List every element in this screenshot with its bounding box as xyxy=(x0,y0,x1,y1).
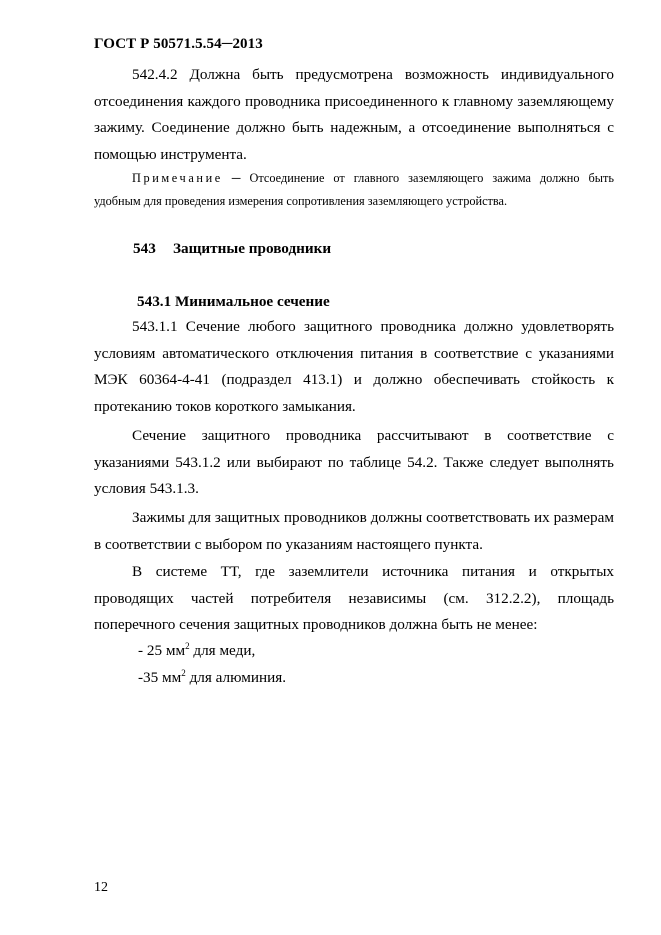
section-543-number: 543 xyxy=(133,240,156,257)
page-number: 12 xyxy=(94,880,108,895)
clause-543-1-1-text: 543.1.1 Сечение любого защитного проводника должно удовлетворять условиям автоматического отключения питания в соответствие с указаниями МЭК 60364-4-41 (подраздел 413.1) и должно обеспечивать стойкость к протеканию токов короткого замыкания. xyxy=(94,318,614,415)
list-aluminium-prefix: -35 мм xyxy=(138,669,182,686)
list-copper-sup: 2 xyxy=(185,641,190,651)
note-paragraph xyxy=(94,167,614,213)
clause-542-4-2-text: 542.4.2 Должна быть предусмотрена возможность индивидуального отсоединения каждого проводника присоединенного к главному заземляющему зажиму. Соединение должно быть надежным, а отсоединение выполняться с помощью инструмента. xyxy=(94,66,614,163)
paragraph-clamps xyxy=(94,505,614,558)
paragraph-section-calc xyxy=(94,423,614,503)
clause-543-1-1 xyxy=(94,314,614,420)
clause-542-4-2 xyxy=(94,62,614,168)
subsection-543-1-title: 543.1 Минимальное сечение xyxy=(137,293,330,310)
list-copper-prefix: - 25 мм xyxy=(138,642,186,659)
paragraph-tt-system xyxy=(94,559,614,639)
document-header: ГОСТ Р 50571.5.54─2013 xyxy=(94,36,263,52)
list-aluminium-suffix: для алюминия. xyxy=(185,669,287,686)
note-block xyxy=(94,167,614,213)
clamps-text: Зажимы для защитных проводников должны соответствовать их размерам в соответствии с выбором по указаниям настоящего пункта. xyxy=(94,509,614,553)
list-aluminium xyxy=(138,665,658,692)
section-543-title: Защитные проводники xyxy=(173,240,332,257)
note-label: Примечание xyxy=(132,171,223,185)
tt-system-text: В системе ТТ, где заземлители источника питания и открытых проводящих частей потребителя независимы (см. 312.2.2), площадь поперечного сечения защитных проводников должна быть не менее: xyxy=(94,563,614,633)
note-text: ─ Отсоединение от главного заземляющего зажима должно быть удобным для проведения измерения сопротивления заземляющего устройства. xyxy=(94,171,614,208)
list-aluminium-sup: 2 xyxy=(181,668,186,678)
list-copper-suffix: для меди, xyxy=(189,642,256,659)
section-543-heading xyxy=(133,240,653,258)
section-calc-text: Сечение защитного проводника рассчитывают в соответствие с указаниями 543.1.2 или выбирают по таблице 54.2. Также следует выполнять условия 543.1.3. xyxy=(94,427,614,497)
list-copper xyxy=(138,638,658,665)
subsection-543-1-heading xyxy=(137,293,657,311)
